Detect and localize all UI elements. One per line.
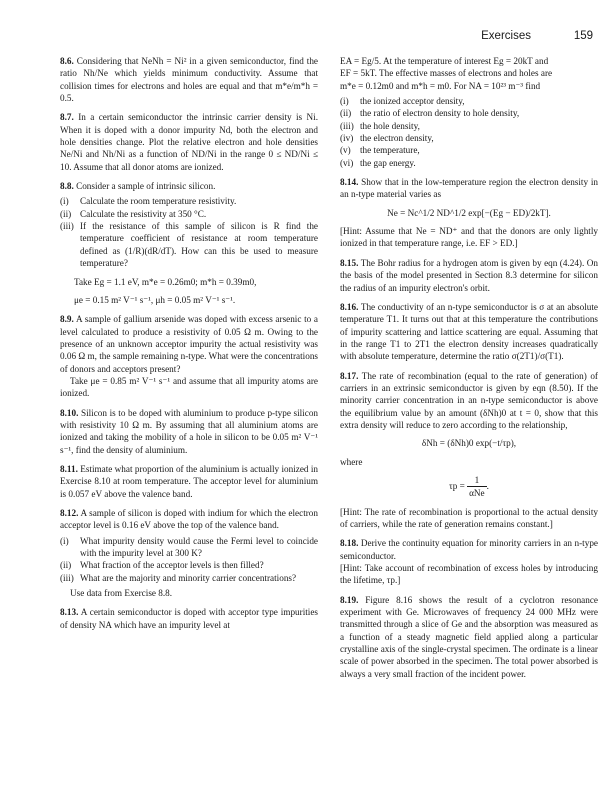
exercise-number: 8.7. [60,112,74,123]
fraction-numerator: 1 [467,474,487,487]
continued-line: m*e = 0.12m0 and m*h = m0. For NA = 10²³ m⁻³ find [340,80,541,91]
list-item: (ii) the ratio of electron density to hole density, [340,108,520,119]
running-header [60,30,593,46]
exercise-8-13 [60,606,318,631]
exercise-number: 8.10. [60,407,79,418]
list-item: (iii) If the resistance of this sample of silicon is R find the temperature coefficient of resistance at room temperature defined as (1/R)(dR/dT). How can this be used to measure temperature? [60,221,318,269]
exercise-number: 8.14. [340,177,359,188]
exercise-text: Consider a sample of intrinsic silicon. [76,181,216,192]
continued-line: EA = Eg/5. At the temperature of interest Eg = 20kT and [340,56,549,66]
list-item: (i) Calculate the room temperature resistivity. [60,196,237,207]
exercise-items [60,535,318,584]
exercise-8-6 [60,55,318,104]
exercise-text: A sample of silicon is doped with indium for which the electron acceptor level is 0.16 eV above the top of the valence band. [60,508,318,531]
exercise-8-19 [340,594,598,680]
exercise-text: The conductivity of an n-type semiconductor is σ at an absolute temperature T1. It turns out that at this temperature the contributions of impurity scattering and lattice scattering are equal. Assuming that in the range T1 to 2T1 the electron density increases quadratically with absolute temperature, determine the ratio σ(2T1)/σ(T1). [340,301,598,362]
list-item: (i) the ionized acceptor density, [340,96,465,107]
exercise-note: Use data from Exercise 8.8. [70,588,173,599]
exercise-number: 8.6. [60,56,74,66]
page-number: 159 [573,30,593,42]
exercise-text-2: Take μe = 0.85 m² V⁻¹ s⁻¹ and assume that all impurity atoms are ionized. [60,375,318,399]
exercise-8-17 [340,370,598,531]
exercise-8-10 [60,407,318,456]
tau-fraction [467,474,487,500]
hint: [Hint: Take account of recombination of excess holes by introducing the lifetime, τp.] [340,563,598,586]
exercise-8-7 [60,111,318,173]
exercise-text: A certain semiconductor is doped with acceptor type impurities of density NA which have an impurity level at [60,607,319,630]
exercise-number: 8.13. [60,607,79,618]
exercise-8-11 [60,463,318,500]
exercise-number: 8.16. [340,301,359,312]
exercise-number: 8.18. [340,538,359,549]
data-line-1: Take Eg = 1.1 eV, m*e = 0.26m0; m*h = 0.39m0, [74,276,257,287]
exercise-text: A sample of gallium arsenide was doped with excess arsenic to a level calculated to produce a resistivity of 0.05 Ω m. Owing to the presence of an unknown acceptor impurity the actual resistivity was 0.06 Ω m, the sample remaining n-type. What were the concentrations of donors and acceptors present? [60,314,318,374]
tau-equation [340,474,598,500]
exercise-number: 8.8. [60,181,74,192]
exercise-text: The rate of recombination (equal to the rate of generation) of carriers in an extrinsic semiconductor is given by eqn (8.50). If the minority carrier concentration in an n-type semiconductor is above the equilibrium value by an amount (δNh)0 at t = 0, show that this extra density will reduce to zero according to the relationship, [340,370,598,430]
exercise-number: 8.19. [340,594,359,605]
exercise-8-18 [340,537,598,586]
exercise-number: 8.9. [60,314,74,325]
tau-lhs: τp = [449,480,465,491]
where-text: where [340,456,363,467]
exercise-items [340,95,598,169]
exercise-text: Figure 8.16 shows the result of a cyclotron resonance experiment with Ge. Microwaves of frequency 24 000 MHz were transmitted through a slice of Ge and the absorption was measured as a function of a steady magnetic field applied along a particular crystalline axis of the single-crystal specimen. The ordinate is a linear scale of power absorbed in the specimen. The total power absorbed is always a very small fraction of the incident power. [340,594,598,679]
list-item: (ii) What fraction of the acceptor levels is then filled? [60,560,264,571]
list-item: (i) What impurity density would cause the Fermi level to coincide with the impurity level at 300 K? [60,535,318,559]
tau-end: . [486,480,489,491]
list-item: (v) the temperature, [340,145,420,156]
hint: [Hint: The rate of recombination is proportional to the actual density of carriers, while the rate of generation remains constant.] [340,506,598,529]
running-title: Exercises [481,30,531,42]
exercise-8-13-continued [340,55,598,169]
exercise-8-15 [340,257,598,294]
exercise-text: Show that in the low-temperature region the electron density in an n-type material varies as [340,177,599,200]
exercise-text: In a certain semiconductor the intrinsic carrier density is Ni. When it is doped with a donor impurity Nd, both the electron and hole densities change. Plot the relative electron and hole densities Ne/Ni and Nh/Ni as a function of ND/Ni in the range 0 ≤ ND/Ni ≤ 10. Assume that all donor atoms are ionized. [60,112,319,172]
exercise-text: The Bohr radius for a hydrogen atom is given by eqn (4.24). On the basis of the model presented in Section 8.3 determine for silicon the radius of an impurity electron's orbit. [340,257,598,293]
list-item: (iii) the hole density, [340,120,420,131]
data-line-2: μe = 0.15 m² V⁻¹ s⁻¹, μh = 0.05 m² V⁻¹ s⁻¹. [74,294,236,305]
equation: δNh = (δNh)0 exp(−t/τp), [421,438,517,449]
right-column [340,55,598,687]
exercise-number: 8.11. [60,463,78,474]
fraction-denominator: αNe [469,488,485,499]
left-column [60,55,318,638]
list-item: (iii) What are the majority and minority carrier concentrations? [60,572,297,583]
exercise-text: Considering that NeNh = Ni² in a given semiconductor, find the ratio Nh/Ne which yields minimum conductivity. Assume that collision times for electrons and holes are equal and that m*e/m*h = 0.5. [60,56,318,104]
equation: Ne = Nc^1/2 ND^1/2 exp[−(Eg − ED)/2kT]. [387,207,551,218]
exercise-text: Silicon is to be doped with aluminium to produce p-type silicon with resistivity 10 Ω m. By assuming that all aluminium atoms are ionized and taking the mobility of a hole in silicon to be 0.05 m² V⁻¹ s⁻¹, find the density of aluminium. [60,407,319,455]
hint: [Hint: Assume that Ne = ND⁺ and that the donors are only lightly ionized in that temperature range, i.e. EF > ED.] [340,226,598,249]
exercise-8-16 [340,301,598,363]
list-item: (iv) the electron density, [340,133,434,144]
exercise-number: 8.15. [340,257,359,268]
exercise-8-8 [60,180,318,306]
exercise-8-12 [60,507,318,599]
list-item: (ii) Calculate the resistivity at 350 °C. [60,208,207,219]
exercise-text: Derive the continuity equation for minority carriers in an n-type semiconductor. [340,538,598,561]
exercise-text: Estimate what proportion of the aluminium is actually ionized in Exercise 8.10 at room temperature. The acceptor level for aluminium is 0.057 eV above the valence band. [60,463,318,499]
exercise-8-9 [60,313,318,399]
list-item: (vi) the gap energy. [340,157,416,168]
continued-line: EF = 5kT. The effective masses of electrons and holes are [340,68,553,79]
exercise-items [60,195,318,269]
exercise-number: 8.17. [340,370,359,381]
exercise-number: 8.12. [60,508,79,518]
exercise-8-14 [340,176,598,250]
